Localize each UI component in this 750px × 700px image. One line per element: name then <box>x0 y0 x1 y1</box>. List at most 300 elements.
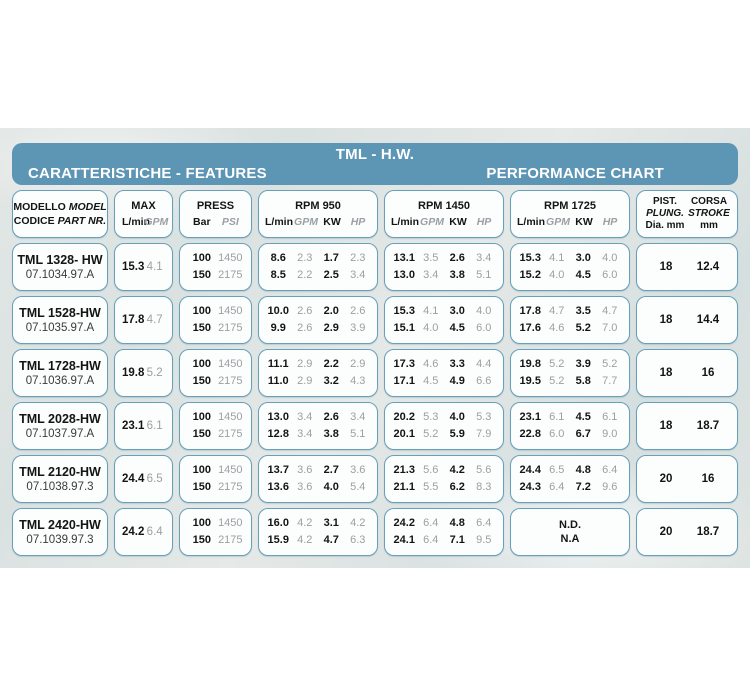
piston-stroke-values <box>637 473 737 485</box>
hp-value: 4.2 <box>350 517 366 529</box>
hp-value: 3.6 <box>350 464 366 476</box>
rpm1725-units <box>511 216 629 228</box>
rpm1725-line <box>511 426 629 443</box>
rpm1725-line <box>511 267 629 284</box>
rpm1450-cell <box>384 508 504 556</box>
psi-value: 2175 <box>218 269 243 281</box>
lmin-value: 24.2 <box>393 517 415 529</box>
hp-value: 6.0 <box>476 322 492 334</box>
hp-value: 5.1 <box>350 428 366 440</box>
max-gpm-value: 6.1 <box>146 419 163 432</box>
kw-value: 2.5 <box>323 269 339 281</box>
hp-unit-label: HP <box>350 216 366 228</box>
kw-value: 3.5 <box>575 305 591 317</box>
rpm1450-cell <box>384 349 504 397</box>
mm-label: mm <box>700 220 718 231</box>
rpm950-line <box>259 479 377 496</box>
rpm1725-line <box>511 250 629 267</box>
kw-value: 4.2 <box>449 464 465 476</box>
rpm950-line <box>259 373 377 390</box>
gpm-value: 3.4 <box>297 411 313 423</box>
piston-stroke-values <box>637 367 737 379</box>
press-units <box>180 216 251 228</box>
rpm950-line <box>259 532 377 549</box>
bar-value: 150 <box>192 534 211 546</box>
rpm1725-cell <box>510 296 630 344</box>
rpm950-line <box>259 320 377 337</box>
lmin-value: 15.2 <box>519 269 541 281</box>
bar-value: 100 <box>192 358 211 370</box>
rpm1725-line <box>511 303 629 320</box>
lmin-value: 17.8 <box>519 305 541 317</box>
hp-value: 2.9 <box>350 358 366 370</box>
stroke-value: 18.7 <box>696 526 720 538</box>
psi-value: 1450 <box>218 411 243 423</box>
header-bar <box>12 143 738 185</box>
hp-value: 5.4 <box>350 481 366 493</box>
hp-value: 4.0 <box>476 305 492 317</box>
max-lmin-value: 17.8 <box>122 313 145 326</box>
kw-value: 3.1 <box>323 517 339 529</box>
max-flow-cell <box>114 243 173 291</box>
lmin-value: 15.3 <box>519 252 541 264</box>
lmin-value: 16.0 <box>267 517 289 529</box>
hp-value: 6.4 <box>602 464 618 476</box>
rpm950-cell <box>258 508 378 556</box>
pressure-line <box>180 479 251 496</box>
max-values <box>115 471 172 488</box>
press-title: PRESS <box>196 200 235 212</box>
lmin-value: 20.2 <box>393 411 415 423</box>
psi-value: 2175 <box>218 375 243 387</box>
rpm1450-cell <box>384 455 504 503</box>
rpm1725-cell <box>510 349 630 397</box>
lmin-value: 15.1 <box>393 322 415 334</box>
pressure-line <box>180 250 251 267</box>
column-header-rpm1450 <box>384 190 504 238</box>
max-flow-cell <box>114 455 173 503</box>
kw-value: 1.7 <box>323 252 339 264</box>
gpm-value: 5.2 <box>549 375 565 387</box>
max-values <box>115 312 172 329</box>
gpm-value: 2.3 <box>297 252 313 264</box>
stroke-header-col <box>687 196 731 232</box>
max-lmin-value: 15.3 <box>122 260 145 273</box>
hp-value: 7.9 <box>476 428 492 440</box>
max-gpm-value: 4.1 <box>146 260 163 273</box>
piston-diameter-value: 18 <box>659 314 673 326</box>
gpm-value: 5.3 <box>423 411 439 423</box>
gpm-value: 3.5 <box>423 252 439 264</box>
hp-value: 4.3 <box>350 375 366 387</box>
piston-diameter-value: 18 <box>659 420 673 432</box>
piston-stroke-cell <box>636 243 738 291</box>
pist-label: PIST. <box>653 196 677 207</box>
rpm1725-cell <box>510 508 630 556</box>
gpm-value: 2.9 <box>297 358 313 370</box>
kw-value: 5.2 <box>575 322 591 334</box>
max-values <box>115 524 172 541</box>
performance-table <box>12 190 738 556</box>
model-cell <box>12 349 108 397</box>
rpm1450-line <box>385 409 503 426</box>
gpm-value: 4.6 <box>549 322 565 334</box>
kw-value: 7.1 <box>449 534 465 546</box>
kw-value: 3.3 <box>449 358 465 370</box>
part-number: 07.1039.97.3 <box>26 533 94 546</box>
dia-mm-label: Dia. mm <box>645 220 685 231</box>
lmin-value: 11.1 <box>267 358 289 370</box>
max-flow-cell <box>114 508 173 556</box>
piston-header-col <box>643 196 687 232</box>
kw-unit-label: KW <box>449 216 467 228</box>
rpm950-line <box>259 462 377 479</box>
rpm950-line <box>259 356 377 373</box>
lmin-unit-label: L/min <box>122 216 150 228</box>
part-number: 07.1037.97.A <box>25 427 95 440</box>
lmin-value: 9.9 <box>270 322 286 334</box>
kw-value: 2.0 <box>323 305 339 317</box>
psi-value: 1450 <box>218 358 243 370</box>
hp-value: 4.4 <box>476 358 492 370</box>
max-lmin-value: 24.2 <box>122 525 145 538</box>
pressure-line <box>180 267 251 284</box>
rpm1450-cell <box>384 402 504 450</box>
lmin-value: 11.0 <box>267 375 289 387</box>
rpm950-line <box>259 250 377 267</box>
model-header-line2 <box>14 214 106 228</box>
pressure-line <box>180 303 251 320</box>
hp-value: 6.1 <box>602 411 618 423</box>
psi-value: 1450 <box>218 464 243 476</box>
model-cell <box>12 402 108 450</box>
rpm1725-line <box>511 462 629 479</box>
lmin-value: 13.0 <box>393 269 415 281</box>
max-gpm-value: 4.7 <box>146 313 163 326</box>
kw-value: 2.2 <box>323 358 339 370</box>
bar-value: 150 <box>192 375 211 387</box>
pressure-line <box>180 356 251 373</box>
model-cell <box>12 296 108 344</box>
rpm950-cell <box>258 296 378 344</box>
gpm-value: 6.4 <box>423 534 439 546</box>
lmin-value: 22.8 <box>519 428 541 440</box>
rpm1450-line <box>385 515 503 532</box>
gpm-value: 3.6 <box>297 464 313 476</box>
gpm-value: 4.0 <box>423 322 439 334</box>
kw-value: 2.9 <box>323 322 339 334</box>
rpm1725-title: RPM 1725 <box>544 200 596 212</box>
psi-value: 2175 <box>218 534 243 546</box>
rpm1725-line <box>511 479 629 496</box>
model-name: TML 1328- HW <box>17 252 103 267</box>
hp-value: 6.4 <box>476 517 492 529</box>
gpm-value: 6.4 <box>423 517 439 529</box>
hp-value: 8.3 <box>476 481 492 493</box>
pressure-cell <box>179 508 252 556</box>
column-header-rpm950 <box>258 190 378 238</box>
kw-value: 4.8 <box>575 464 591 476</box>
bar-value: 100 <box>192 411 211 423</box>
bar-value: 100 <box>192 305 211 317</box>
lmin-value: 23.1 <box>519 411 541 423</box>
rpm950-cell <box>258 455 378 503</box>
pressure-cell <box>179 243 252 291</box>
bar-value: 100 <box>192 464 211 476</box>
rpm1725-cell <box>510 402 630 450</box>
gpm-value: 4.6 <box>423 358 439 370</box>
rpm1450-line <box>385 320 503 337</box>
gpm-value: 2.2 <box>297 269 313 281</box>
page-title: TML - H.W. <box>335 146 415 163</box>
lmin-value: 21.3 <box>393 464 415 476</box>
max-lmin-value: 24.4 <box>122 472 145 485</box>
piston-stroke-header <box>637 196 737 232</box>
rpm1450-cell <box>384 243 504 291</box>
bar-value: 150 <box>192 481 211 493</box>
lmin-value: 8.6 <box>270 252 286 264</box>
lmin-value: 13.6 <box>267 481 289 493</box>
hp-value: 5.1 <box>476 269 492 281</box>
pressure-line <box>180 462 251 479</box>
gpm-value: 6.4 <box>549 481 565 493</box>
column-header-max <box>114 190 173 238</box>
psi-unit-label: PSI <box>221 216 239 228</box>
kw-value: 5.9 <box>449 428 465 440</box>
psi-value: 2175 <box>218 322 243 334</box>
hp-value: 3.9 <box>350 322 366 334</box>
gpm-value: 4.1 <box>549 252 565 264</box>
model-name: TML 1728-HW <box>19 358 101 373</box>
rpm1725-line <box>511 409 629 426</box>
rpm1725-cell <box>510 455 630 503</box>
piston-stroke-cell <box>636 349 738 397</box>
gpm-value: 4.2 <box>297 534 313 546</box>
kw-value: 2.6 <box>323 411 339 423</box>
kw-value: 6.7 <box>575 428 591 440</box>
max-lmin-value: 19.8 <box>122 366 145 379</box>
rpm1450-line <box>385 303 503 320</box>
rpm1450-line <box>385 532 503 549</box>
gpm-value: 3.6 <box>297 481 313 493</box>
pressure-line <box>180 320 251 337</box>
pressure-cell <box>179 402 252 450</box>
piston-stroke-values <box>637 314 737 326</box>
rpm1725-cell <box>510 243 630 291</box>
gpm-value: 3.4 <box>297 428 313 440</box>
rpm950-title: RPM 950 <box>295 200 341 212</box>
model-name: TML 1528-HW <box>19 305 101 320</box>
gpm-value: 6.0 <box>549 428 565 440</box>
psi-value: 1450 <box>218 517 243 529</box>
lmin-value: 17.6 <box>519 322 541 334</box>
model-name: TML 2420-HW <box>19 517 101 532</box>
max-title: MAX <box>131 200 156 212</box>
kw-value: 4.8 <box>449 517 465 529</box>
lmin-value: 20.1 <box>393 428 415 440</box>
stroke-label: STROKE <box>688 208 730 219</box>
lmin-value: 12.8 <box>267 428 289 440</box>
lmin-value: 19.8 <box>519 358 541 370</box>
pressure-cell <box>179 296 252 344</box>
lmin-value: 15.9 <box>267 534 289 546</box>
hp-unit-label: HP <box>476 216 492 228</box>
psi-value: 1450 <box>218 305 243 317</box>
bar-unit-label: Bar <box>193 216 211 228</box>
max-flow-cell <box>114 296 173 344</box>
hp-value: 3.4 <box>350 269 366 281</box>
not-available-label: N.D. <box>559 519 581 531</box>
rpm1450-line <box>385 267 503 284</box>
psi-value: 1450 <box>218 252 243 264</box>
rpm950-line <box>259 409 377 426</box>
rpm1450-line <box>385 373 503 390</box>
features-label: CARATTERISTICHE - FEATURES <box>28 165 267 182</box>
pressure-line <box>180 426 251 443</box>
corsa-label: CORSA <box>690 196 728 207</box>
rpm1450-line <box>385 250 503 267</box>
lmin-value: 24.1 <box>393 534 415 546</box>
lmin-value: 13.7 <box>267 464 289 476</box>
table-background-band <box>0 128 750 568</box>
hp-value: 6.0 <box>602 269 618 281</box>
piston-stroke-cell <box>636 402 738 450</box>
max-gpm-value: 5.2 <box>146 366 163 379</box>
part-number: 07.1035.97.A <box>25 321 95 334</box>
piston-stroke-cell <box>636 296 738 344</box>
gpm-value: 5.2 <box>423 428 439 440</box>
header-bar-labels <box>28 165 664 182</box>
pressure-line <box>180 409 251 426</box>
max-gpm-value: 6.5 <box>146 472 163 485</box>
hp-value: 4.7 <box>602 305 618 317</box>
bar-value: 150 <box>192 428 211 440</box>
gpm-value: 6.5 <box>549 464 565 476</box>
pressure-line <box>180 373 251 390</box>
piston-diameter-value: 20 <box>659 526 673 538</box>
model-header-line1 <box>13 200 106 214</box>
column-header-rpm1725 <box>510 190 630 238</box>
lmin-value: 21.1 <box>393 481 415 493</box>
kw-value: 7.2 <box>575 481 591 493</box>
hp-value: 9.0 <box>602 428 618 440</box>
hp-value: 5.2 <box>602 358 618 370</box>
bar-value: 150 <box>192 269 211 281</box>
model-cell <box>12 508 108 556</box>
pressure-cell <box>179 455 252 503</box>
kw-value: 4.5 <box>449 322 465 334</box>
piston-stroke-cell <box>636 508 738 556</box>
model-cell <box>12 455 108 503</box>
max-gpm-value: 6.4 <box>146 525 163 538</box>
psi-value: 2175 <box>218 481 243 493</box>
gpm-value: 4.2 <box>297 517 313 529</box>
max-values <box>115 418 172 435</box>
piston-diameter-value: 20 <box>659 473 673 485</box>
hp-value: 6.6 <box>476 375 492 387</box>
kw-value: 4.9 <box>449 375 465 387</box>
rpm1450-cell <box>384 296 504 344</box>
gpm-unit-label: GPM <box>144 216 169 228</box>
lmin-value: 24.3 <box>519 481 541 493</box>
rpm950-line <box>259 303 377 320</box>
lmin-value: 8.5 <box>270 269 286 281</box>
plung-label: PLUNG. <box>646 208 684 219</box>
max-values <box>115 365 172 382</box>
gpm-unit-label: GPM <box>546 216 570 228</box>
hp-value: 6.3 <box>350 534 366 546</box>
rpm1725-line <box>511 320 629 337</box>
gpm-value: 4.0 <box>549 269 565 281</box>
rpm1725-line <box>511 373 629 390</box>
piston-stroke-values <box>637 526 737 538</box>
kw-value: 4.0 <box>449 411 465 423</box>
lmin-value: 15.3 <box>393 305 415 317</box>
gpm-value: 2.6 <box>297 305 313 317</box>
lmin-value: 13.0 <box>267 411 289 423</box>
performance-chart-label: PERFORMANCE CHART <box>486 165 664 182</box>
hp-value: 5.3 <box>476 411 492 423</box>
gpm-value: 4.5 <box>423 375 439 387</box>
pressure-line <box>180 532 251 549</box>
stroke-value: 12.4 <box>696 261 720 273</box>
hp-value: 4.0 <box>602 252 618 264</box>
gpm-unit-label: GPM <box>294 216 318 228</box>
kw-value: 4.5 <box>575 269 591 281</box>
kw-value: 4.5 <box>575 411 591 423</box>
column-header-press <box>179 190 252 238</box>
kw-value: 6.2 <box>449 481 465 493</box>
kw-value: 3.0 <box>449 305 465 317</box>
hp-value: 9.5 <box>476 534 492 546</box>
model-name: TML 2120-HW <box>19 464 101 479</box>
modello-label: MODELLO <box>13 201 66 213</box>
max-units <box>115 216 172 228</box>
rpm1450-units <box>385 216 503 228</box>
lmin-value: 17.3 <box>393 358 415 370</box>
pressure-cell <box>179 349 252 397</box>
piston-diameter-value: 18 <box>659 367 673 379</box>
column-header-piston-stroke <box>636 190 738 238</box>
gpm-value: 5.6 <box>423 464 439 476</box>
rpm950-line <box>259 515 377 532</box>
lmin-value: 19.5 <box>519 375 541 387</box>
part-number: 07.1038.97.3 <box>26 480 94 493</box>
kw-value: 3.2 <box>323 375 339 387</box>
kw-value: 4.7 <box>323 534 339 546</box>
max-values <box>115 259 172 276</box>
stroke-value: 16 <box>701 473 715 485</box>
gpm-value: 4.1 <box>423 305 439 317</box>
lmin-value: 24.4 <box>519 464 541 476</box>
gpm-value: 2.9 <box>297 375 313 387</box>
kw-value: 3.8 <box>449 269 465 281</box>
kw-value: 2.7 <box>323 464 339 476</box>
rpm1450-line <box>385 356 503 373</box>
piston-diameter-value: 18 <box>659 261 673 273</box>
kw-value: 3.8 <box>323 428 339 440</box>
lmin-unit-label: L/min <box>391 216 419 228</box>
gpm-unit-label: GPM <box>420 216 444 228</box>
gpm-value: 6.1 <box>549 411 565 423</box>
column-header-model <box>12 190 108 238</box>
hp-value: 7.0 <box>602 322 618 334</box>
lmin-value: 10.0 <box>267 305 289 317</box>
rpm1450-title: RPM 1450 <box>418 200 470 212</box>
hp-value: 2.3 <box>350 252 366 264</box>
rpm950-units <box>259 216 377 228</box>
rpm950-cell <box>258 349 378 397</box>
